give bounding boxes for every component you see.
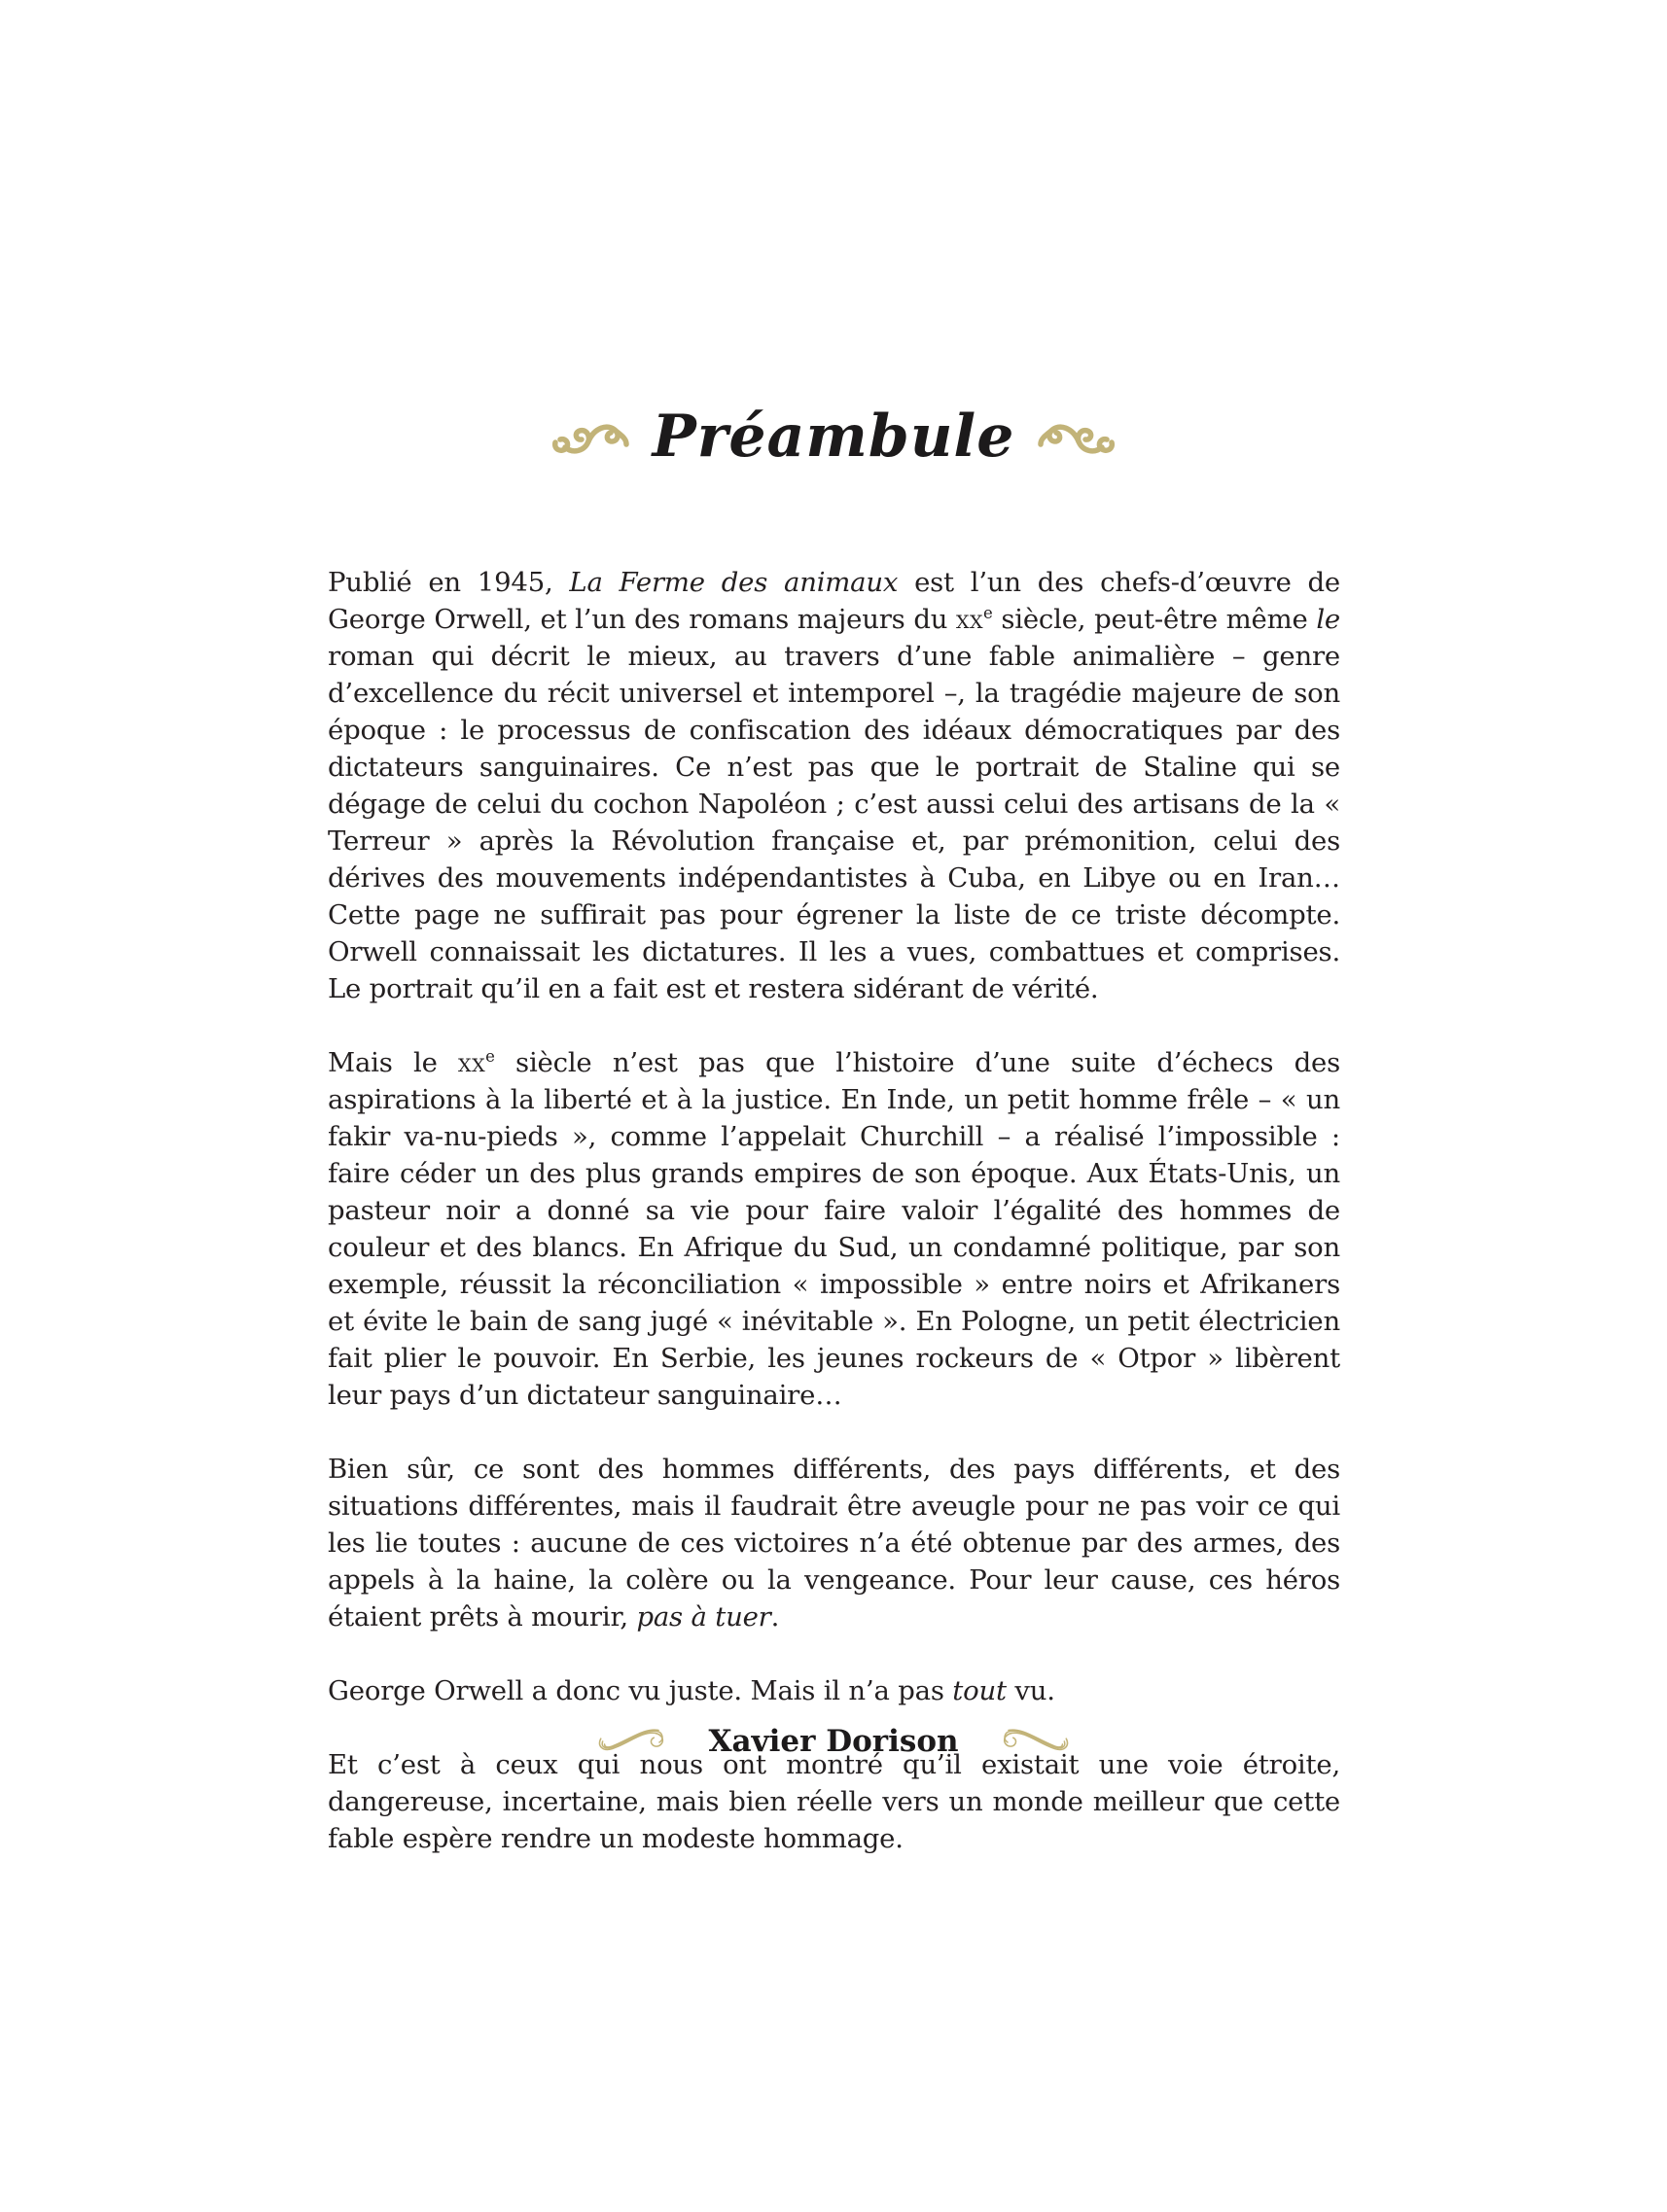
page-title: Préambule (652, 403, 1015, 471)
chapter-title-block (0, 403, 1667, 471)
paragraph-1: Publié en 1945, La Ferme des animaux est l’un des chefs-d’œuvre de George Orwell, et l’un des romans majeurs du $xx^e$ siècle, peut-être même le roman qui décrit le mieux, au travers d’une fable animalière – genre d’excellence du récit universel et intemporel –, la tragédie majeure de son époque : le processus de confiscation des idéaux démocratiques par des dictateurs sanguinaires. Ce n’est pas que le portrait de Staline qui se dégage de celui du cochon Napoléon ; c’est aussi celui des artisans de la « Terreur » après la Révolution française et, par prémonition, celui des dérives des mouvements indépendantistes à Cuba, en Libye ou en Iran… Cette page ne suffirait pas pour égrener la liste de ce triste décompte. Orwell connaissait les dictatures. Il les a vues, combattues et comprises. Le portrait qu’il en a fait est et restera sidérant de vérité. (328, 567, 1340, 1004)
signature-block (0, 1719, 1667, 1764)
signature-flourish-left-icon (595, 1719, 681, 1764)
paragraph-2: Mais le $xx^e$ siècle n’est pas que l’histoire d’une suite d’échecs des aspirations à la liberté et à la justice. En Inde, un petit homme frêle – « un fakir va-nu-pieds », comme l’appelait Churchill – a réalisé l’impossible : faire céder un des plus grands empires de son époque. Aux États-Unis, un pasteur noir a donné sa vie pour faire valoir l’égalité des hommes de couleur et des blancs. En Afrique du Sud, un condamné politique, par son exemple, réussit la réconciliation « impossible » entre noirs et Afrikaners et évite le bain de sang jugé « inévitable ». En Pologne, un petit électricien fait plier le pouvoir. En Serbie, les jeunes rockeurs de « Otpor » libèrent leur pays d’un dictateur sanguinaire… (328, 1046, 1340, 1411)
signature-flourish-right-icon (986, 1719, 1072, 1764)
title-flourish-right-icon (1038, 416, 1116, 457)
author-name: Xavier Dorison (708, 1724, 959, 1759)
title-flourish-left-icon (551, 416, 629, 457)
preamble-text (328, 564, 1340, 1857)
paragraph-4: George Orwell a donc vu juste. Mais il n’a pas tout vu. (328, 1675, 1055, 1706)
paragraph-3: Bien sûr, ce sont des hommes différents, des pays différents, et des situations différentes, mais il faudrait être aveugle pour ne pas voir ce qui les lie toutes : aucune de ces victoires n’a été obtenue par des armes, des appels à la haine, la colère ou la vengeance. Pour leur cause, ces héros étaient prêts à mourir, pas à tuer. (328, 1454, 1340, 1633)
paragraph-5: Et c’est à ceux qui nous ont montré qu’il existait une voie étroite, dangereuse, incertaine, mais bien réelle vers un monde meilleur que cette fable espère rendre un modeste hommage. (328, 1749, 1340, 1854)
